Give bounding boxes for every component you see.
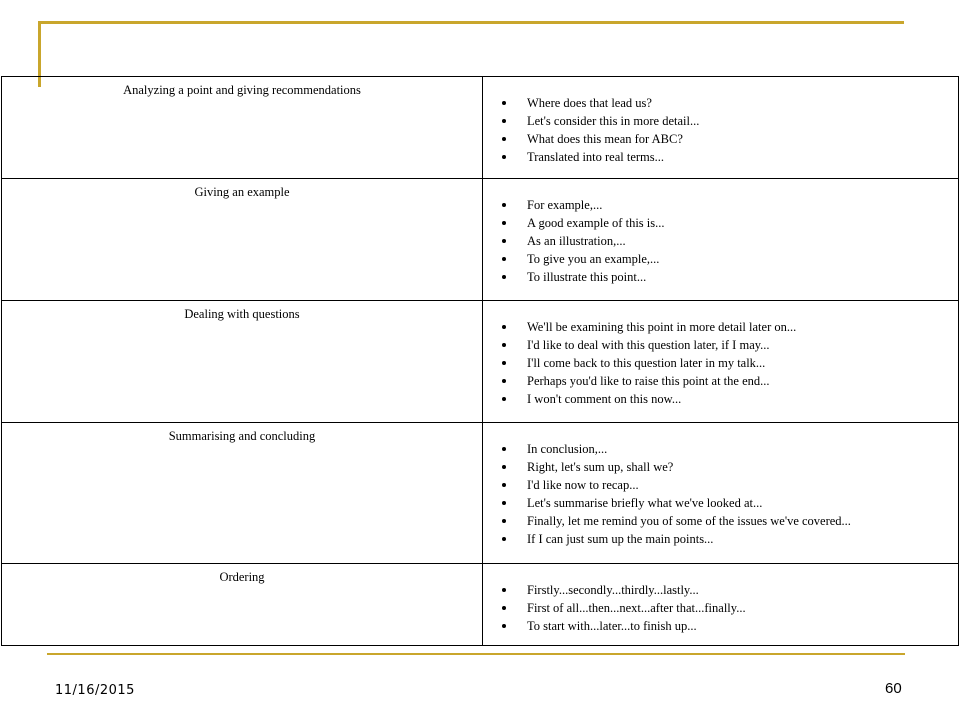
phrases-cell bbox=[483, 301, 959, 423]
list-item: To give you an example,... bbox=[499, 250, 957, 268]
bullet-list bbox=[499, 581, 957, 635]
phrases-table bbox=[1, 76, 959, 646]
list-item: For example,... bbox=[499, 196, 957, 214]
list-item: To start with...later...to finish up... bbox=[499, 617, 957, 635]
list-item: A good example of this is... bbox=[499, 214, 957, 232]
list-item: As an illustration,... bbox=[499, 232, 957, 250]
bullet-list bbox=[499, 440, 957, 548]
table-row bbox=[2, 179, 959, 301]
decorative-top-rule bbox=[40, 21, 904, 24]
list-item: Let's consider this in more detail... bbox=[499, 112, 957, 130]
phrases-cell bbox=[483, 564, 959, 646]
bullet-list bbox=[499, 318, 957, 408]
category-cell: Giving an example bbox=[2, 179, 483, 301]
category-cell: Dealing with questions bbox=[2, 301, 483, 423]
table-row bbox=[2, 77, 959, 179]
list-item: What does this mean for ABC? bbox=[499, 130, 957, 148]
list-item: To illustrate this point... bbox=[499, 268, 957, 286]
list-item: We'll be examining this point in more detail later on... bbox=[499, 318, 957, 336]
phrases-cell bbox=[483, 77, 959, 179]
bullet-list bbox=[499, 196, 957, 286]
list-item: If I can just sum up the main points... bbox=[499, 530, 957, 548]
list-item: I'll come back to this question later in my talk... bbox=[499, 354, 957, 372]
list-item: Translated into real terms... bbox=[499, 148, 957, 166]
list-item: Let's summarise briefly what we've looked at... bbox=[499, 494, 957, 512]
table-row bbox=[2, 564, 959, 646]
list-item: Where does that lead us? bbox=[499, 94, 957, 112]
category-cell: Analyzing a point and giving recommendations bbox=[2, 77, 483, 179]
footer-rule bbox=[47, 653, 905, 655]
table-row bbox=[2, 301, 959, 423]
footer-date: 11/16/2015 bbox=[55, 683, 135, 698]
list-item: Finally, let me remind you of some of the issues we've covered... bbox=[499, 512, 957, 530]
phrases-cell bbox=[483, 423, 959, 564]
list-item: Right, let's sum up, shall we? bbox=[499, 458, 957, 476]
category-cell: Ordering bbox=[2, 564, 483, 646]
list-item: First of all...then...next...after that...finally... bbox=[499, 599, 957, 617]
list-item: I'd like now to recap... bbox=[499, 476, 957, 494]
table-row bbox=[2, 423, 959, 564]
phrases-cell bbox=[483, 179, 959, 301]
bullet-list bbox=[499, 94, 957, 166]
list-item: In conclusion,... bbox=[499, 440, 957, 458]
list-item: I'd like to deal with this question later, if I may... bbox=[499, 336, 957, 354]
list-item: Firstly...secondly...thirdly...lastly... bbox=[499, 581, 957, 599]
list-item: Perhaps you'd like to raise this point at the end... bbox=[499, 372, 957, 390]
category-cell: Summarising and concluding bbox=[2, 423, 483, 564]
page-number: 60 bbox=[885, 680, 902, 697]
list-item: I won't comment on this now... bbox=[499, 390, 957, 408]
